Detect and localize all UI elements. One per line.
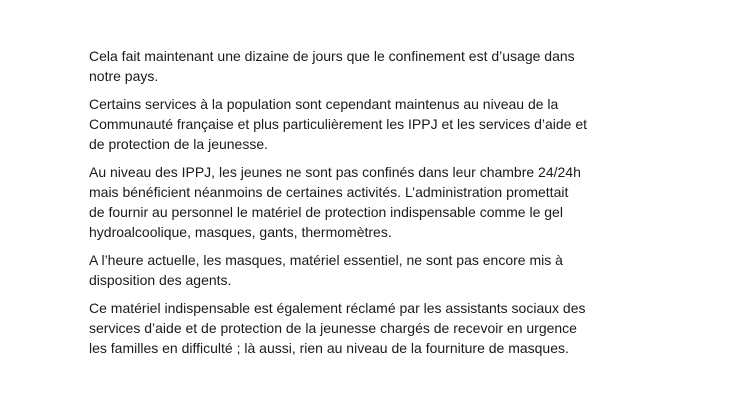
paragraph-confinement xyxy=(89,46,669,86)
text-line: les familles en difficulté ; là aussi, rien au niveau de la fourniture de masques. xyxy=(89,340,569,356)
text-line: hydroalcoolique, masques, gants, thermomètres. xyxy=(89,224,392,240)
text-line: Communauté française et plus particulièrement les IPPJ et les services d’aide et xyxy=(89,116,588,132)
paragraph-assistants-sociaux xyxy=(89,298,669,358)
text-line: services d’aide et de protection de la jeunesse chargés de recevoir en urgence xyxy=(89,320,577,336)
text-line: disposition des agents. xyxy=(89,272,232,288)
text-line: Cela fait maintenant une dizaine de jours que le confinement est d’usage dans xyxy=(89,48,575,64)
text-line: Certains services à la population sont cependant maintenus au niveau de la xyxy=(89,96,559,112)
text-line: notre pays. xyxy=(89,68,159,84)
text-line: Au niveau des IPPJ, les jeunes ne sont pas confinés dans leur chambre 24/24h xyxy=(89,164,581,180)
text-line: A l’heure actuelle, les masques, matériel essentiel, ne sont pas encore mis à xyxy=(89,252,563,268)
text-line: Ce matériel indispensable est également réclamé par les assistants sociaux des xyxy=(89,300,586,316)
paragraph-services xyxy=(89,94,669,154)
text-line: de fournir au personnel le matériel de protection indispensable comme le gel xyxy=(89,204,563,220)
document-body xyxy=(89,46,669,366)
paragraph-masques xyxy=(89,250,669,290)
text-line: de protection de la jeunesse. xyxy=(89,136,269,152)
text-line: mais bénéficient néanmoins de certaines activités. L’administration promettait xyxy=(89,184,569,200)
paragraph-ippj xyxy=(89,162,669,242)
